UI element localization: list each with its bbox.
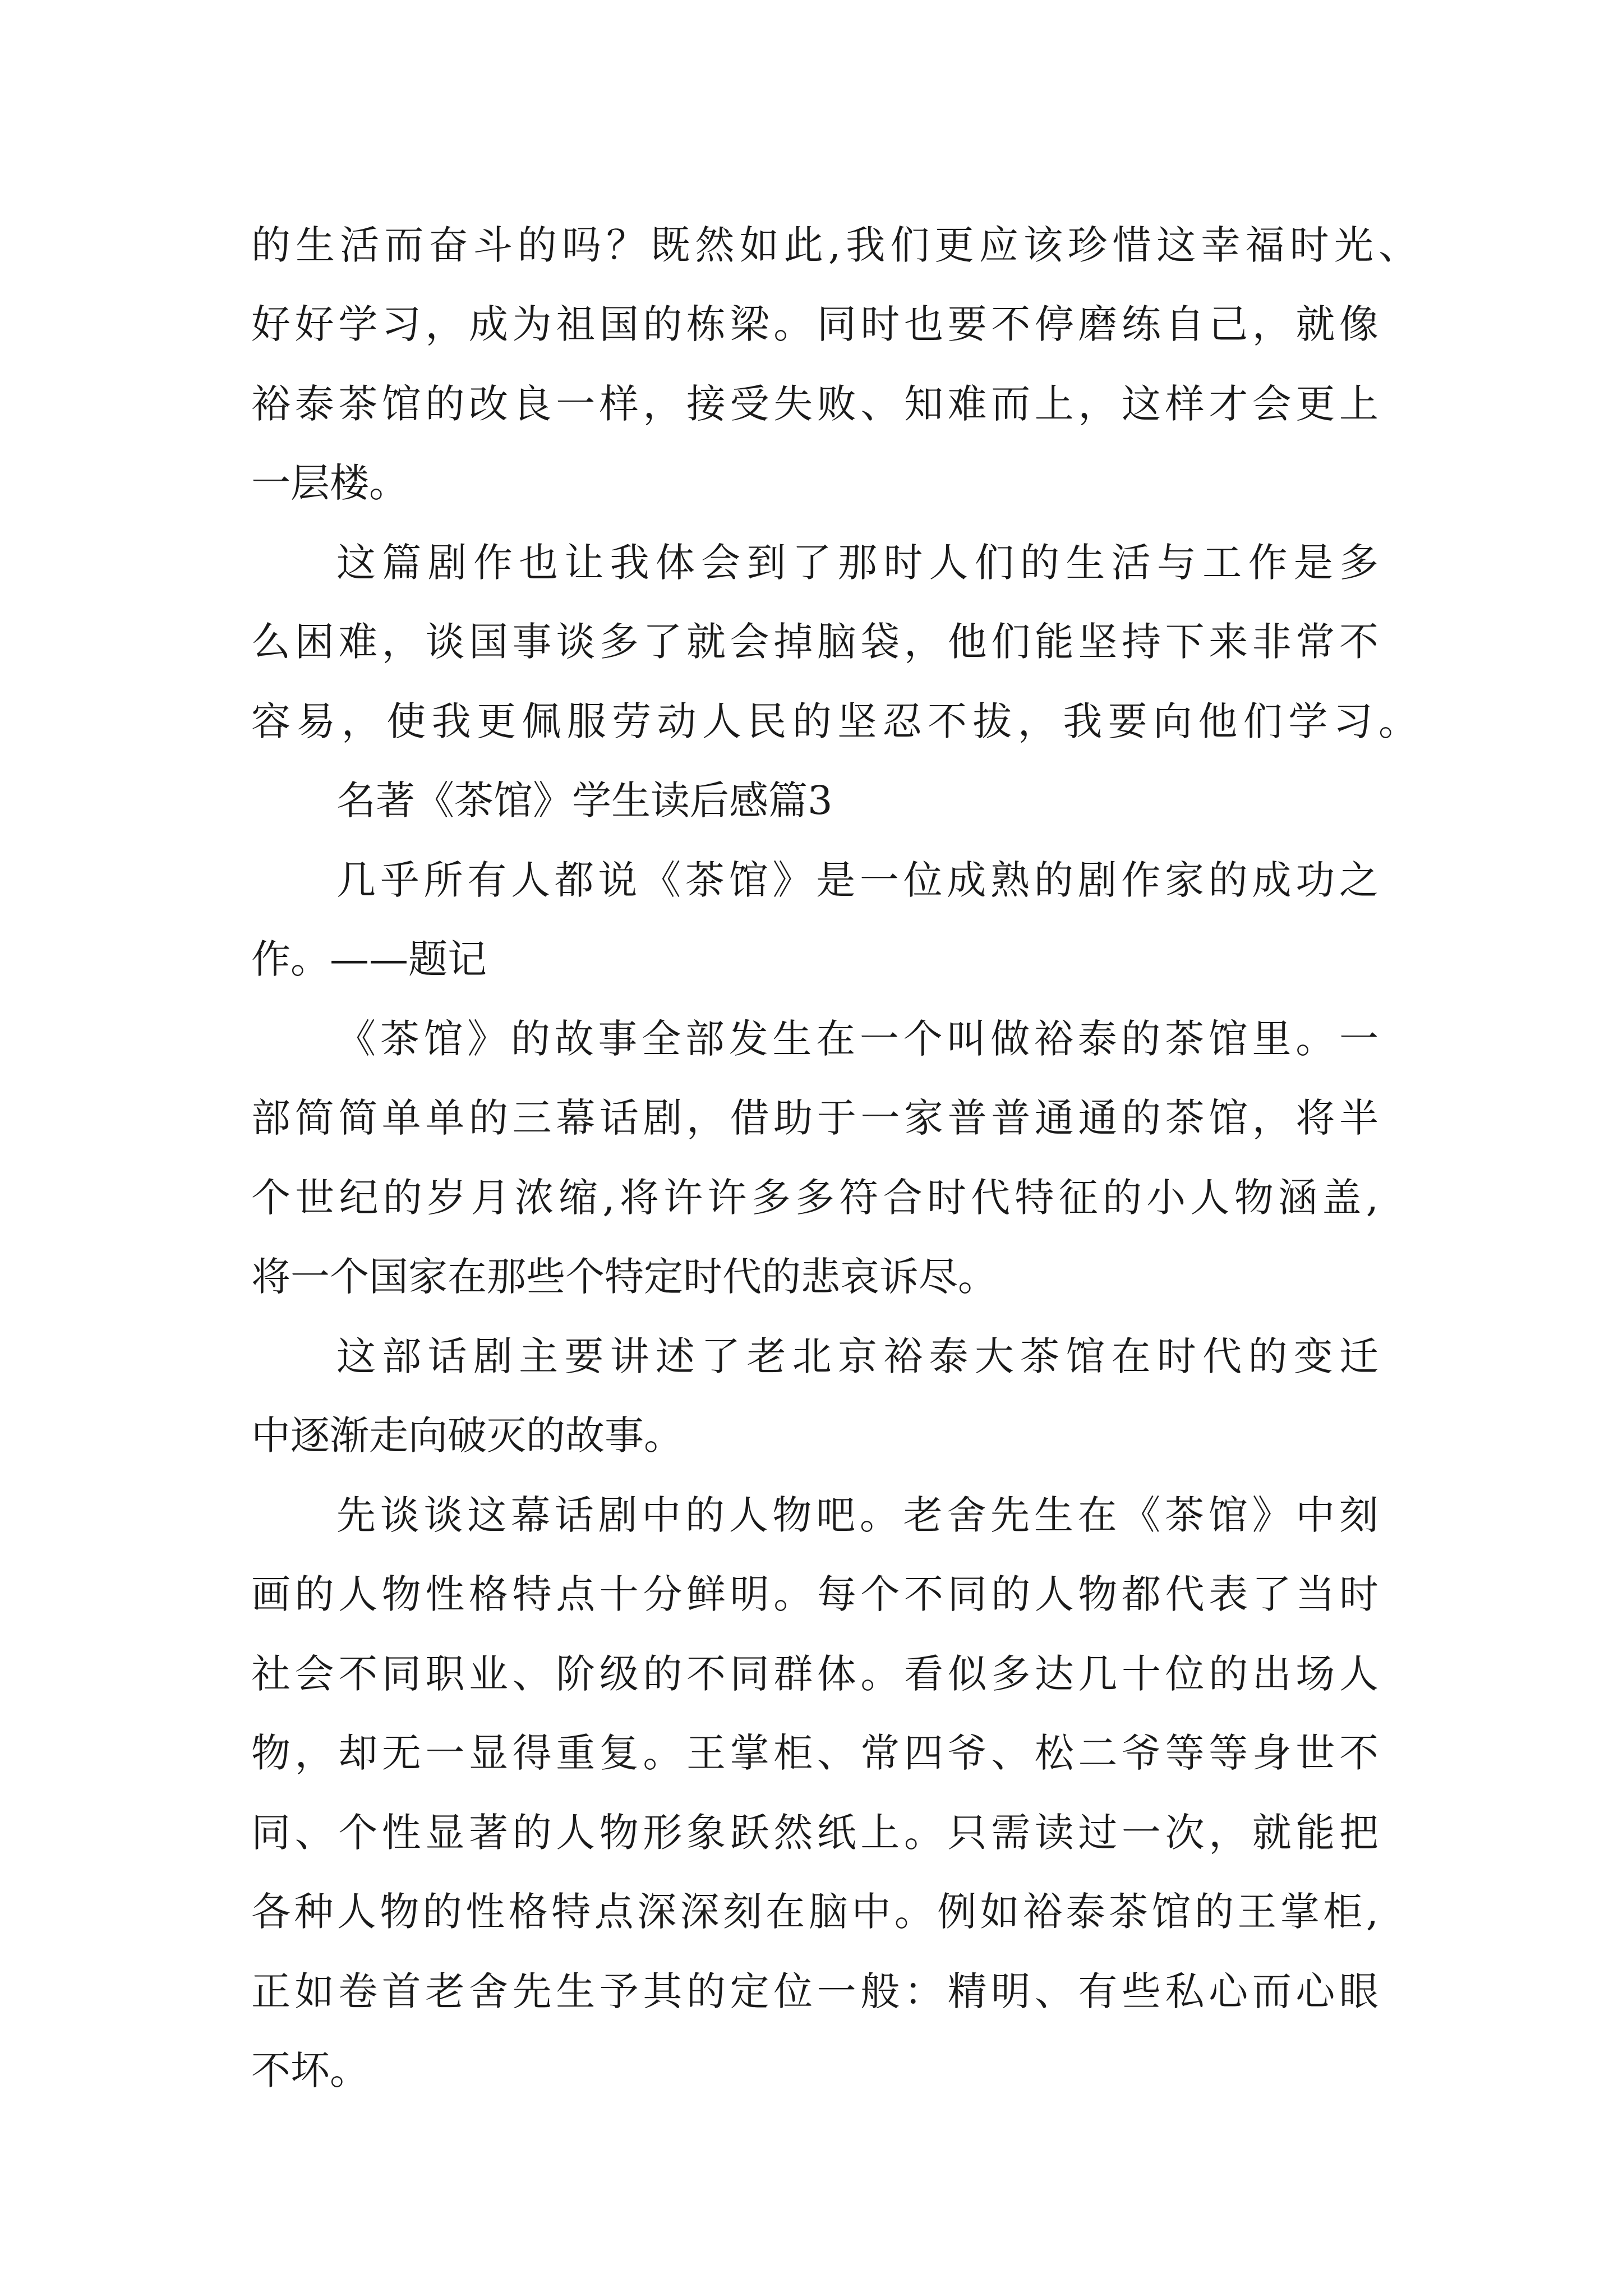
text-line: 中逐渐走向破灭的故事。 [251, 1412, 683, 1458]
text-line: 物，却无一显得重复。王掌柜、常四爷、松二爷等等身世不 [251, 1730, 1378, 1776]
text-line: 裕泰茶馆的改良一样，接受失败、知难而上，这样才会更上 [251, 381, 1378, 427]
text-line: 社会不同职业、阶级的不同群体。看似多达几十位的出场人 [251, 1651, 1378, 1697]
paragraph-first-line: 先谈谈这幕话剧中的人物吧。老舍先生在《茶馆》中刻 [336, 1492, 1378, 1538]
text-line: 部简简单单的三幕话剧，借助于一家普普通通的茶馆，将半 [251, 1095, 1378, 1141]
text-line: 不坏。 [251, 2047, 369, 2093]
text-line: 作。——题记 [251, 936, 487, 982]
text-line: 正如卷首老舍先生予其的定位一般：精明、有些私心而心眼 [251, 1968, 1378, 2014]
text-line: 的生活而奋斗的吗？既然如此,我们更应该珍惜这幸福时光、 [251, 222, 1418, 268]
paragraph-first-line: 几乎所有人都说《茶馆》是一位成熟的剧作家的成功之 [336, 857, 1378, 903]
paragraph-first-line: 这篇剧作也让我体会到了那时人们的生活与工作是多 [336, 540, 1378, 586]
text-line: 容易，使我更佩服劳动人民的坚忍不拔，我要向他们学习。 [251, 698, 1418, 744]
text-line: 将一个国家在那些个特定时代的悲哀诉尽。 [251, 1254, 997, 1300]
text-line: 画的人物性格特点十分鲜明。每个不同的人物都代表了当时 [251, 1571, 1378, 1617]
text-line: 各种人物的性格特点深深刻在脑中。例如裕泰茶馆的王掌柜, [251, 1889, 1378, 1935]
paragraph-first-line: 《茶馆》的故事全部发生在一个叫做裕泰的茶馆里。一 [336, 1016, 1378, 1062]
text-line: 一层楼。 [251, 460, 408, 506]
text-line: 同、个性显著的人物形象跃然纸上。只需读过一次，就能把 [251, 1810, 1378, 1856]
section-heading: 名著《茶馆》学生读后感篇3 [336, 777, 833, 823]
text-line: 么困难，谈国事谈多了就会掉脑袋，他们能坚持下来非常不 [251, 619, 1378, 665]
text-line: 好好学习，成为祖国的栋梁。同时也要不停磨练自己，就像 [251, 301, 1378, 347]
paragraph-first-line: 这部话剧主要讲述了老北京裕泰大茶馆在时代的变迁 [336, 1333, 1378, 1379]
text-line: 个世纪的岁月浓缩,将许许多多符合时代特征的小人物涵盖, [251, 1175, 1378, 1221]
